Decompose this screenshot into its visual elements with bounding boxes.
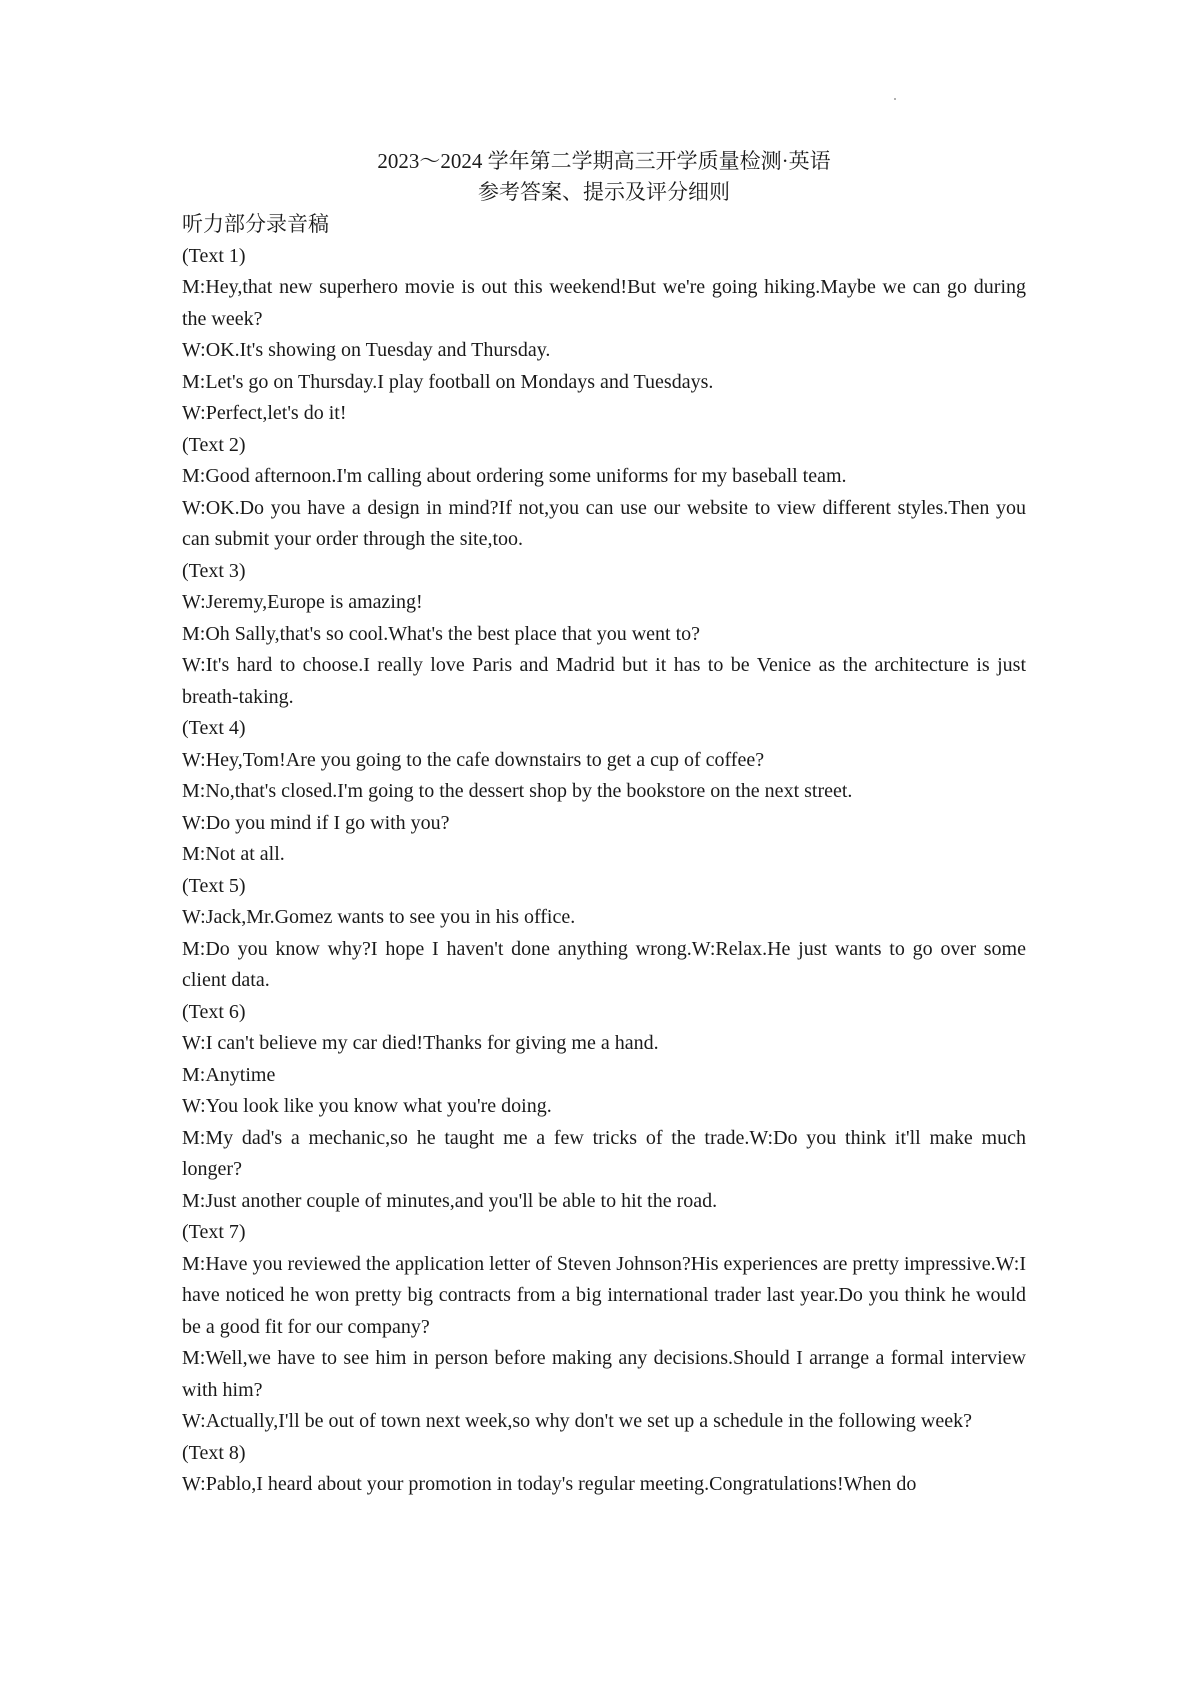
- transcript-line: (Text 8): [182, 1441, 246, 1464]
- section-heading: 听力部分录音稿: [182, 212, 329, 236]
- transcript-line: (Text 6): [182, 1000, 246, 1023]
- transcript-body: [182, 241, 1026, 1501]
- transcript-line: (Text 3): [182, 559, 246, 582]
- document-subtitle: 参考答案、提示及评分细则: [478, 180, 730, 204]
- transcript-line: W:Jack,Mr.Gomez wants to see you in his office.: [182, 906, 576, 928]
- transcript-line: W:Perfect,let's do it!: [182, 402, 347, 424]
- transcript-line: W:Hey,Tom!Are you going to the cafe downstairs to get a cup of coffee?: [182, 748, 765, 771]
- transcript-line: (Text 7): [182, 1221, 246, 1243]
- transcript-line: M:Have you reviewed the application letter of Steven Johnson?His experiences are pretty impressive.W:I have noticed he won pretty big contracts from a big international trader last year.Do you think he would be a good fit for our company?: [182, 1252, 1026, 1338]
- transcript-line: M:Oh Sally,that's so cool.What's the best place that you went to?: [182, 622, 701, 645]
- document-page: [182, 146, 1026, 1501]
- transcript-line: W:It's hard to choose.I really love Paris and Madrid but it has to be Venice as the architecture is just breath-taking.: [182, 654, 1026, 708]
- transcript-line: M:Not at all.: [182, 843, 285, 865]
- transcript-line: M:Well,we have to see him in person before making any decisions.Should I arrange a formal interview with him?: [182, 1347, 1026, 1401]
- transcript-line: M:Just another couple of minutes,and you'll be able to hit the road.: [182, 1189, 718, 1212]
- transcript-line: M:Do you know why?I hope I haven't done anything wrong.W:Relax.He just wants to go over some client data.: [182, 937, 1026, 991]
- transcript-line: (Text 1): [182, 244, 246, 267]
- transcript-line: (Text 2): [182, 433, 246, 456]
- transcript-line: M:Let's go on Thursday.I play football on Mondays and Tuesdays.: [182, 370, 714, 393]
- transcript-line: (Text 5): [182, 874, 246, 897]
- transcript-line: (Text 4): [182, 717, 246, 739]
- transcript-line: W:I can't believe my car died!Thanks for giving me a hand.: [182, 1032, 659, 1054]
- transcript-line: M:Anytime: [182, 1063, 276, 1086]
- transcript-line: W:Do you mind if I go with you?: [182, 811, 450, 834]
- transcript-line: W:Actually,I'll be out of town next week,so why don't we set up a schedule in the following week?: [182, 1410, 972, 1432]
- transcript-line: W:Jeremy,Europe is amazing!: [182, 591, 423, 613]
- document-title: 2023～2024 学年第二学期高三开学质量检测·英语: [377, 149, 831, 173]
- transcript-line: W:You look like you know what you're doing.: [182, 1095, 552, 1117]
- transcript-line: M:Hey,that new superhero movie is out this weekend!But we're going hiking.Maybe we can go during the week?: [182, 276, 1026, 330]
- transcript-line: M:No,that's closed.I'm going to the dessert shop by the bookstore on the next street.: [182, 780, 853, 802]
- transcript-line: M:Good afternoon.I'm calling about ordering some uniforms for my baseball team.: [182, 465, 847, 487]
- transcript-line: W:OK.Do you have a design in mind?If not,you can use our website to view different styles.Then you can submit your order through the site,too.: [182, 496, 1026, 550]
- transcript-line: M:My dad's a mechanic,so he taught me a few tricks of the trade.W:Do you think it'll make much longer?: [182, 1126, 1026, 1180]
- transcript-line: W:OK.It's showing on Tuesday and Thursday.: [182, 339, 551, 361]
- transcript-line: W:Pablo,I heard about your promotion in today's regular meeting.Congratulations!When do: [182, 1473, 917, 1495]
- scan-speck: [894, 98, 896, 100]
